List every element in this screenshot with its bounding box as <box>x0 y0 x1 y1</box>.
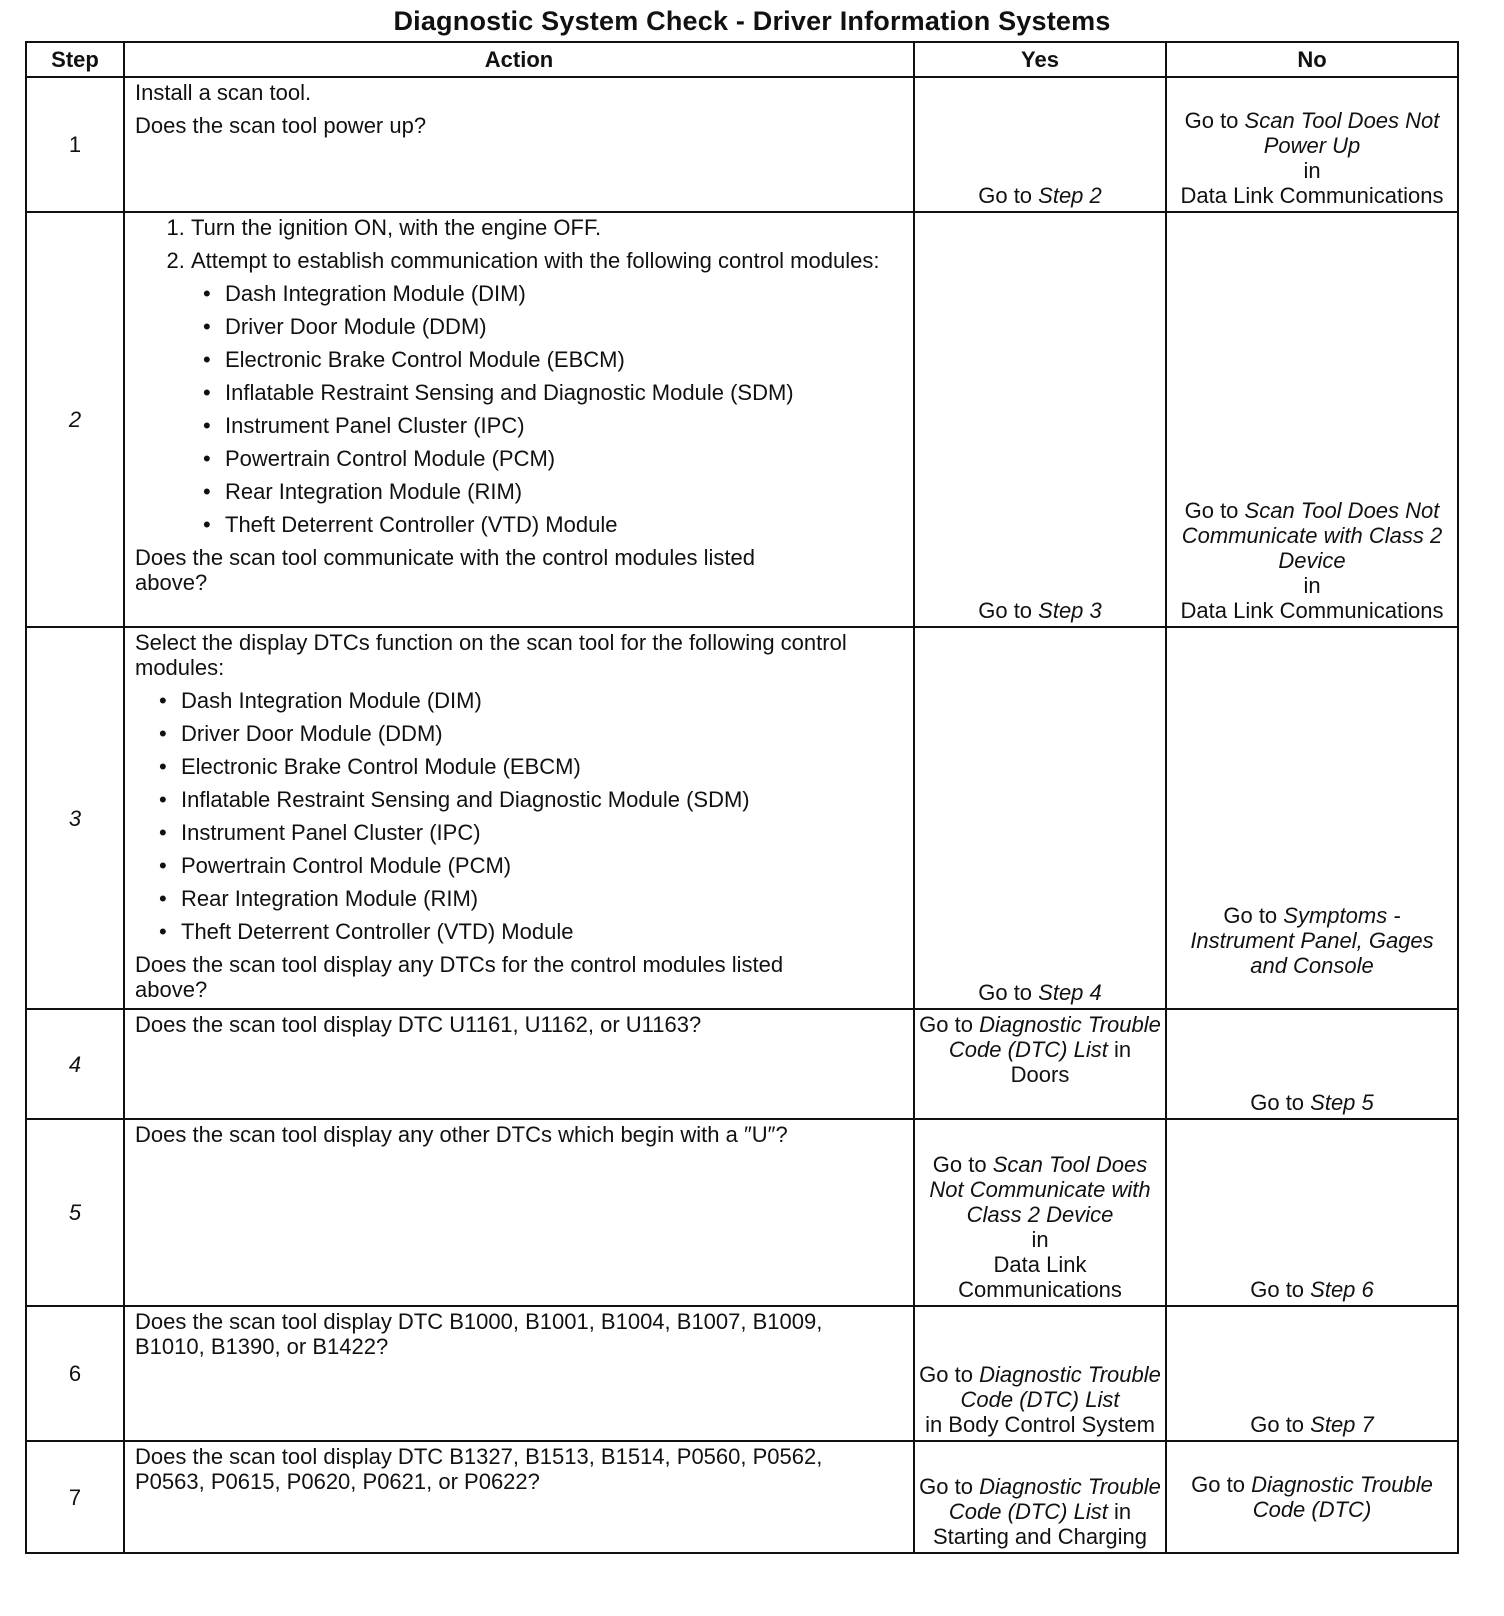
action-cell <box>124 1441 914 1553</box>
no-link[interactable]: Scan Tool Does Not Power Up <box>1244 108 1440 158</box>
yes-prefix: Go to <box>932 1152 993 1177</box>
no-prefix: Go to <box>1250 1090 1311 1115</box>
yes-prefix: Go to <box>919 1362 980 1387</box>
action-cell <box>124 77 914 212</box>
list-item: • Driver Door Module (DDM) <box>181 721 905 746</box>
step-number: 4 <box>26 1009 124 1119</box>
header-step: Step <box>26 42 124 77</box>
list-item: • Instrument Panel Cluster (IPC) <box>181 820 905 845</box>
no-link[interactable]: Step 7 <box>1310 1412 1374 1437</box>
list-item: • Dash Integration Module (DIM) <box>181 688 905 713</box>
numbered-item: 1. Turn the ignition ON, with the engine OFF. <box>191 215 905 240</box>
no-prefix: Go to <box>1191 1471 1252 1497</box>
yes-link[interactable]: Step 2 <box>1038 183 1102 208</box>
action-question: Does the scan tool power up? <box>135 113 427 138</box>
list-item: • Rear Integration Module (RIM) <box>181 886 905 911</box>
no-cell <box>1166 77 1458 212</box>
action-question: Does the scan tool display DTC B1000, B1001, B1004, B1007, B1009, B1010, B1390, or B1422? <box>135 1309 823 1359</box>
action-question: Does the scan tool display any DTCs for the control modules listed above? <box>135 952 784 1002</box>
table-row-step-2 <box>26 212 1458 627</box>
list-item: • Electronic Brake Control Module (EBCM) <box>225 347 905 372</box>
yes-cell <box>914 1119 1166 1306</box>
action-cell <box>124 627 914 1009</box>
no-cell <box>1166 1009 1458 1119</box>
list-item: • Inflatable Restraint Sensing and Diagnostic Module (SDM) <box>181 787 905 812</box>
module-list <box>191 281 905 537</box>
yes-link[interactable]: Step 4 <box>1038 980 1102 1005</box>
yes-prefix: Go to <box>919 1012 980 1037</box>
no-in: in <box>1303 158 1321 183</box>
no-cell <box>1166 1441 1458 1553</box>
table-row-step-4 <box>26 1009 1458 1119</box>
yes-prefix: Go to <box>919 1474 980 1499</box>
no-in: in <box>1303 573 1321 598</box>
yes-link[interactable]: Step 3 <box>1038 598 1102 623</box>
action-intro: Select the display DTCs function on the scan tool for the following control modules: <box>135 630 847 680</box>
no-link[interactable]: Step 5 <box>1310 1090 1374 1115</box>
step-number: 7 <box>26 1441 124 1553</box>
diagnostic-table <box>25 41 1459 1554</box>
module-list <box>135 688 905 944</box>
yes-link[interactable]: Diagnostic Trouble Code (DTC) List <box>948 1012 1161 1062</box>
yes-prefix: Go to <box>978 980 1039 1005</box>
list-item: • Theft Deterrent Controller (VTD) Module <box>181 919 905 944</box>
step-number: 6 <box>26 1306 124 1441</box>
no-section: Data Link Communications <box>1180 598 1444 623</box>
table-row-step-6 <box>26 1306 1458 1441</box>
yes-link[interactable]: Diagnostic Trouble Code (DTC) List <box>948 1474 1161 1524</box>
no-prefix: Go to <box>1250 1412 1311 1437</box>
action-instruction: Install a scan tool. <box>135 80 312 105</box>
no-prefix: Go to <box>1223 903 1284 928</box>
no-cell <box>1166 1119 1458 1306</box>
list-item: • Inflatable Restraint Sensing and Diagnostic Module (SDM) <box>225 380 905 405</box>
header-action: Action <box>124 42 914 77</box>
yes-link[interactable]: Diagnostic Trouble Code (DTC) List <box>960 1362 1161 1412</box>
numbered-item <box>191 248 905 537</box>
action-cell <box>124 1306 914 1441</box>
table-row-step-3 <box>26 627 1458 1009</box>
action-question: Does the scan tool communicate with the control modules listed above? <box>135 545 755 595</box>
action-question: Does the scan tool display DTC B1327, B1513, B1514, P0560, P0562, P0563, P0615, P0620, P0621, or P0622? <box>135 1444 823 1494</box>
list-item: • Powertrain Control Module (PCM) <box>225 446 905 471</box>
table-header-row <box>26 42 1458 77</box>
no-cell <box>1166 1306 1458 1441</box>
step-number: 2 <box>26 212 124 627</box>
yes-cell <box>914 77 1166 212</box>
list-item: • Powertrain Control Module (PCM) <box>181 853 905 878</box>
yes-cell <box>914 1306 1166 1441</box>
list-item: • Rear Integration Module (RIM) <box>225 479 905 504</box>
table-row-step-7 <box>26 1441 1458 1553</box>
yes-link[interactable]: Scan Tool Does Not Communicate with Class 2 Device <box>929 1152 1151 1227</box>
yes-section: Data Link Communications <box>958 1252 1122 1302</box>
header-yes: Yes <box>914 42 1166 77</box>
list-item: • Instrument Panel Cluster (IPC) <box>225 413 905 438</box>
yes-section: in Body Control System <box>925 1412 1155 1437</box>
numbered-list <box>135 215 905 537</box>
yes-in: in <box>1031 1227 1049 1252</box>
table-row-step-1 <box>26 77 1458 212</box>
no-link[interactable]: Symptoms - Instrument Panel, Gages and Console <box>1190 903 1434 978</box>
no-link[interactable]: Scan Tool Does Not Communicate with Class 2 Device <box>1181 498 1443 573</box>
yes-prefix: Go to <box>978 598 1039 623</box>
yes-cell <box>914 212 1166 627</box>
list-item: • Theft Deterrent Controller (VTD) Module <box>225 512 905 537</box>
no-cell <box>1166 627 1458 1009</box>
action-cell <box>124 1009 914 1119</box>
step-number: 5 <box>26 1119 124 1306</box>
yes-section: in Doors <box>1010 1037 1132 1087</box>
yes-section: in Starting and Charging <box>932 1499 1148 1549</box>
no-prefix: Go to <box>1184 498 1245 523</box>
action-question: Does the scan tool display DTC U1161, U1162, or U1163? <box>135 1012 702 1037</box>
no-prefix: Go to <box>1184 108 1245 133</box>
yes-prefix: Go to <box>978 183 1039 208</box>
no-link[interactable]: Diagnostic Trouble Code (DTC) <box>1251 1471 1433 1522</box>
no-prefix: Go to <box>1250 1277 1311 1302</box>
step-number: 1 <box>26 77 124 212</box>
list-item: • Driver Door Module (DDM) <box>225 314 905 339</box>
no-section: Data Link Communications <box>1180 183 1444 208</box>
action-cell <box>124 1119 914 1306</box>
header-no: No <box>1166 42 1458 77</box>
page-title: Diagnostic System Check - Driver Information Systems <box>393 6 1111 36</box>
table-row-step-5 <box>26 1119 1458 1306</box>
yes-cell <box>914 1441 1166 1553</box>
yes-cell <box>914 1009 1166 1119</box>
no-link[interactable]: Step 6 <box>1310 1277 1374 1302</box>
list-item: • Electronic Brake Control Module (EBCM) <box>181 754 905 779</box>
yes-cell <box>914 627 1166 1009</box>
no-cell <box>1166 212 1458 627</box>
numbered-item-text: Attempt to establish communication with the following control modules: <box>191 248 880 273</box>
action-question: Does the scan tool display any other DTCs which begin with a ″U″? <box>135 1122 788 1147</box>
step-number: 3 <box>26 627 124 1009</box>
list-item: • Dash Integration Module (DIM) <box>225 281 905 306</box>
action-cell <box>124 212 914 627</box>
